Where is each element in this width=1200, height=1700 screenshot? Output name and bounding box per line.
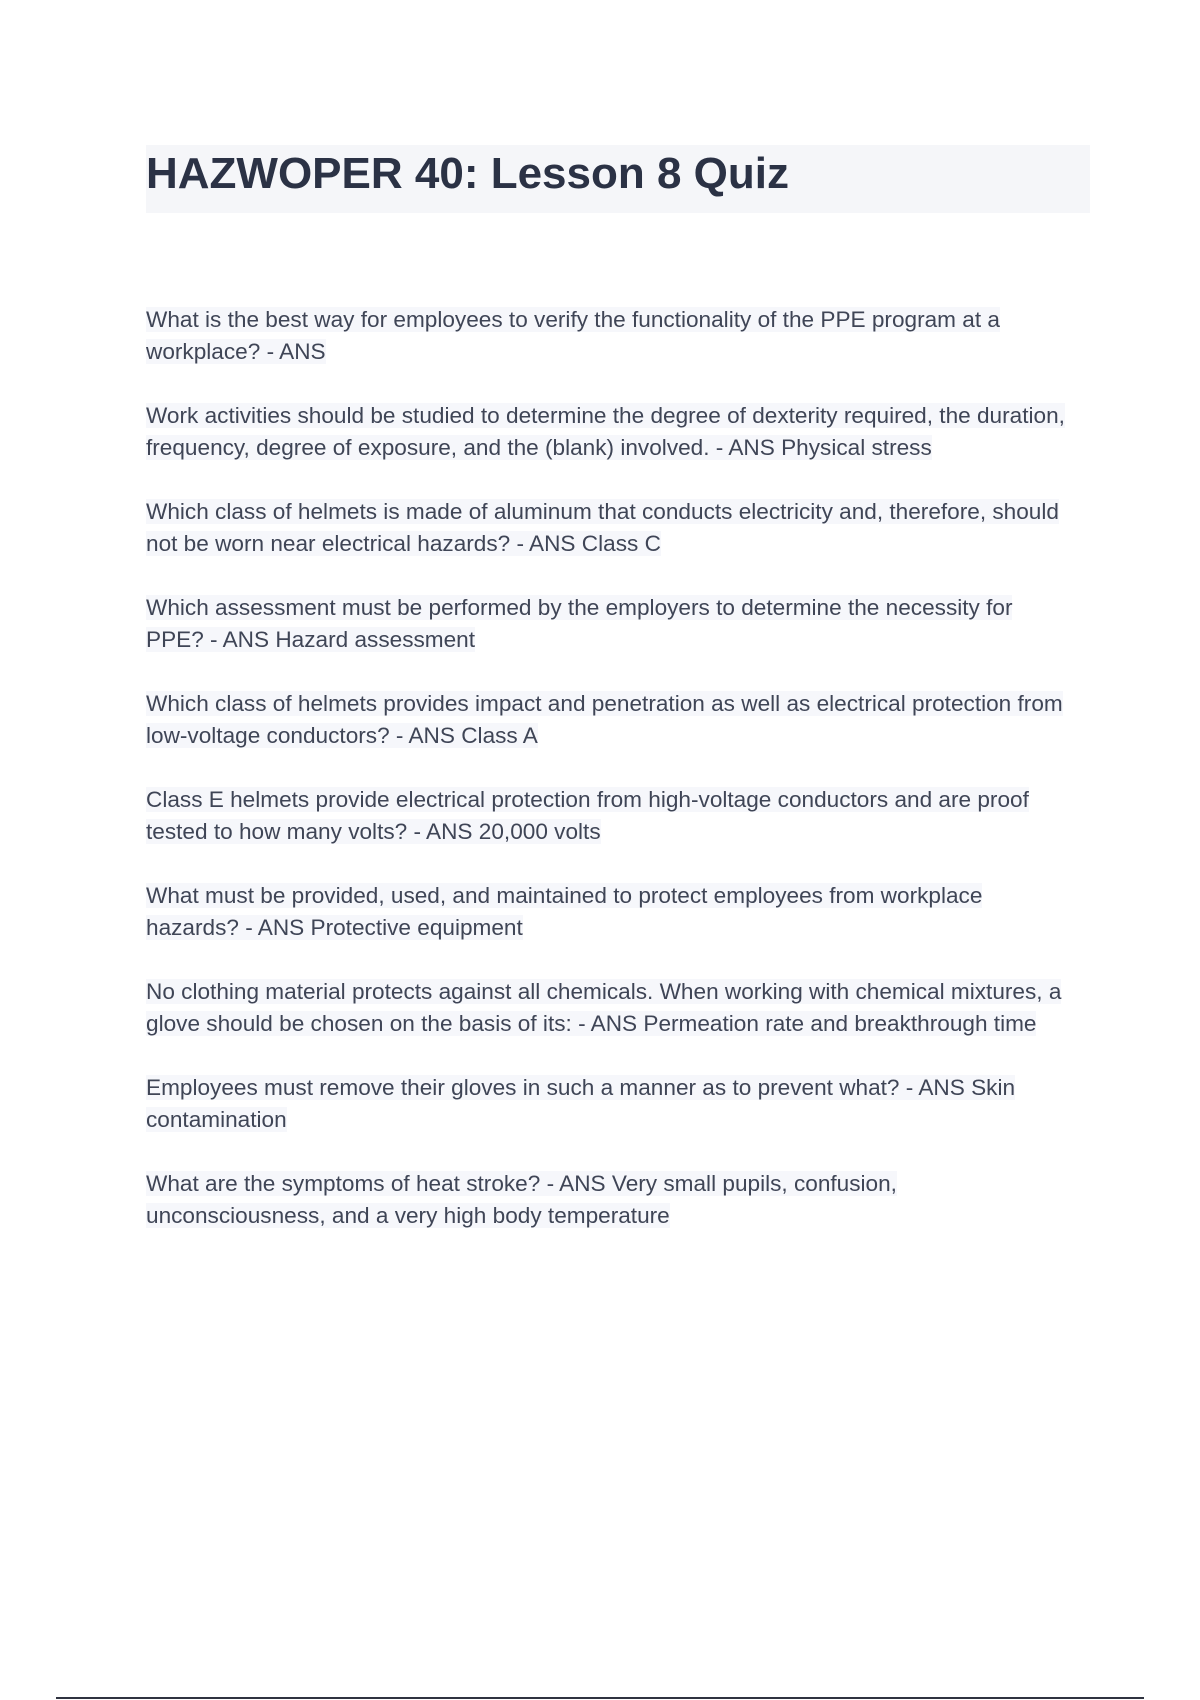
answer-marker: - ANS — [510, 531, 576, 556]
page-title: HAZWOPER 40: Lesson 8 Quiz — [146, 149, 789, 198]
qa-item — [146, 1168, 1076, 1232]
qa-list — [146, 304, 1076, 1264]
qa-item — [146, 976, 1076, 1040]
answer-text: Physical stress — [774, 435, 932, 460]
answer-marker: - ANS — [709, 435, 775, 460]
qa-item — [146, 1072, 1076, 1136]
question-text: Which class of helmets provides impact and penetration as well as electrical protection from low-voltage conductors? — [146, 691, 1063, 748]
answer-marker: - ANS — [899, 1075, 965, 1100]
question-text: What is the best way for employees to verify the functionality of the PPE program at a workplace? — [146, 307, 1000, 364]
qa-item — [146, 400, 1076, 464]
answer-text: Class A — [454, 723, 538, 748]
answer-marker: - ANS — [260, 339, 326, 364]
question-text: Which class of helmets is made of aluminum that conducts electricity and, therefore, should not be worn near electrical hazards? — [146, 499, 1059, 556]
question-text: Work activities should be studied to determine the degree of dexterity required, the duration, frequency, degree of exposure, and the (blank) involved. — [146, 403, 1065, 460]
answer-text: Very small pupils, confusion, unconsciousness, and a very high body temperature — [146, 1171, 897, 1228]
question-text: Which assessment must be performed by the employers to determine the necessity for PPE? — [146, 595, 1013, 652]
answer-text: Hazard assessment — [269, 627, 476, 652]
qa-item — [146, 496, 1076, 560]
qa-item — [146, 592, 1076, 656]
question-text: Employees must remove their gloves in such a manner as to prevent what? — [146, 1075, 900, 1100]
answer-marker: - ANS — [389, 723, 455, 748]
qa-item — [146, 784, 1076, 848]
qa-item — [146, 688, 1076, 752]
answer-text: Skin contamination — [146, 1075, 1016, 1132]
answer-text: Permeation rate and breakthrough time — [637, 1011, 1037, 1036]
answer-marker: - ANS — [571, 1011, 638, 1036]
qa-item — [146, 880, 1076, 944]
question-text: Class E helmets provide electrical protection from high-voltage conductors and are proof tested to how many volts? — [146, 787, 1029, 844]
question-text: What are the symptoms of heat stroke? — [146, 1171, 541, 1196]
question-text: What must be provided, used, and maintained to protect employees from workplace hazards? — [146, 883, 983, 940]
qa-item — [146, 304, 1076, 368]
answer-marker: - ANS — [407, 819, 473, 844]
answer-text: 20,000 volts — [472, 819, 601, 844]
answer-marker: - ANS — [238, 915, 305, 940]
answer-marker: - ANS — [203, 627, 270, 652]
answer-text: Class C — [575, 531, 661, 556]
answer-marker: - ANS — [540, 1171, 606, 1196]
footer-rule — [56, 1697, 1144, 1699]
question-text: No clothing material protects against all chemicals. When working with chemical mixtures, a glove should be chosen on the basis of its: — [146, 979, 1062, 1036]
answer-text: Protective equipment — [304, 915, 523, 940]
